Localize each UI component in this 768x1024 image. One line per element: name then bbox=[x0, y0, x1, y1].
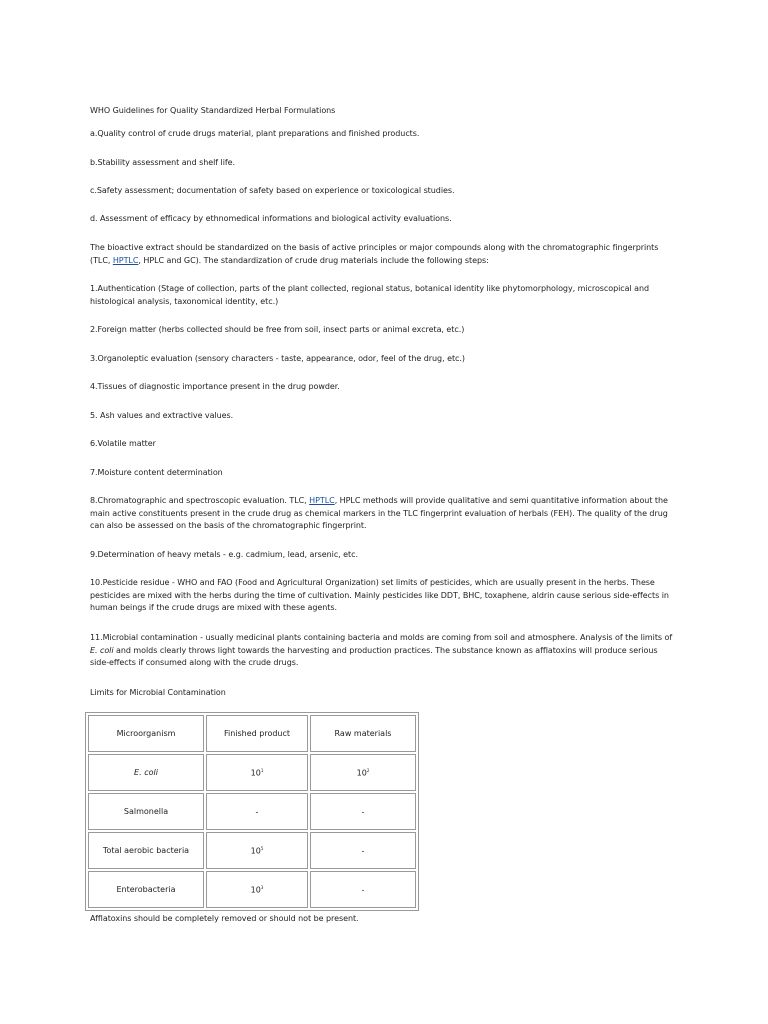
step-9: 9.Determination of heavy metals - e.g. cadmium, lead, arsenic, etc. bbox=[90, 550, 358, 559]
header-raw-materials: Raw materials bbox=[310, 715, 416, 752]
point-b: b.Stability assessment and shelf life. bbox=[90, 158, 236, 167]
raw-exponent: 2 bbox=[366, 767, 370, 773]
finished-exponent: 3 bbox=[260, 884, 264, 890]
doc-title: WHO Guidelines for Quality Standardized Herbal Formulations bbox=[90, 106, 336, 115]
header-finished-product: Finished product bbox=[206, 715, 308, 752]
raw-value: - bbox=[361, 807, 365, 817]
step-11-text-2: and molds clearly throws light towards the harvesting and production practices. The substance known as afflatoxins will produce serious side-effects if consumed along with the crude drugs. bbox=[90, 645, 658, 667]
point-a: a.Quality control of crude drugs material, plant preparations and finished products. bbox=[90, 129, 420, 138]
step-11 bbox=[90, 632, 675, 670]
organism-cell: Enterobacteria bbox=[88, 871, 204, 908]
point-c: c.Safety assessment; documentation of safety based on experience or toxicological studies. bbox=[90, 186, 455, 195]
step-1: 1.Authentication (Stage of collection, parts of the plant collected, regional status, botanical identity like phytomorphology, microscopical and histological analysis, taxonomical identity, etc.) bbox=[90, 284, 650, 306]
raw-value: - bbox=[361, 885, 365, 895]
finished-value: 10 bbox=[250, 768, 261, 778]
table-header-row bbox=[88, 715, 416, 752]
finished-value: 10 bbox=[250, 846, 261, 856]
step-11-text-1: 11.Microbial contamination - usually medicinal plants containing bacteria and molds are coming from soil and atmosphere. Analysis of the limits of bbox=[90, 633, 673, 642]
organism-cell: E. coli bbox=[88, 754, 204, 791]
bioactive-text-2: , HPLC and GC). The standardization of crude drug materials include the following steps: bbox=[138, 255, 489, 265]
footer-note: Afflatoxins should be completely removed or should not be present. bbox=[90, 914, 359, 923]
step-8-text-1: 8.Chromatographic and spectroscopic evaluation. TLC, bbox=[90, 496, 310, 505]
point-d: d. Assessment of efficacy by ethnomedical informations and biological activity evaluations. bbox=[90, 214, 452, 223]
raw-cell bbox=[310, 793, 416, 830]
table-row bbox=[88, 832, 416, 869]
bioactive-paragraph bbox=[90, 242, 675, 267]
organism-cell: Salmonella bbox=[88, 793, 204, 830]
e-coli-italic: E. coli bbox=[90, 645, 114, 655]
raw-cell bbox=[310, 754, 416, 791]
microbial-limits-table bbox=[85, 712, 419, 911]
finished-exponent: 5 bbox=[260, 845, 264, 851]
raw-value: 10 bbox=[356, 768, 367, 778]
hptlc-link-2[interactable]: HPTLC bbox=[309, 496, 335, 505]
table-row bbox=[88, 793, 416, 830]
table-title: Limits for Microbial Contamination bbox=[90, 688, 226, 697]
finished-cell bbox=[206, 754, 308, 791]
raw-cell bbox=[310, 832, 416, 869]
table-row bbox=[88, 871, 416, 908]
header-microorganism: Microorganism bbox=[88, 715, 204, 752]
step-5: 5. Ash values and extractive values. bbox=[90, 411, 234, 420]
finished-cell bbox=[206, 871, 308, 908]
step-10: 10.Pesticide residue - WHO and FAO (Food and Agricultural Organization) set limits of pesticides, which are usually present in the herbs. These pesticides are mixed with the herbs during the time of cultivation. Mainly pesticides like DDT, BHC, toxaphene, aldrin cause serious side-effects in human beings if the crude drugs are mixed with these agents. bbox=[90, 578, 669, 612]
step-7: 7.Moisture content determination bbox=[90, 468, 223, 477]
hptlc-link[interactable]: HPTLC bbox=[112, 255, 139, 265]
step-6: 6.Volatile matter bbox=[90, 439, 156, 448]
raw-cell bbox=[310, 871, 416, 908]
step-4: 4.Tissues of diagnostic importance present in the drug powder. bbox=[90, 382, 340, 391]
table-row bbox=[88, 754, 416, 791]
step-2: 2.Foreign matter (herbs collected should be free from soil, insect parts or animal excreta, etc.) bbox=[90, 325, 465, 334]
raw-value: - bbox=[361, 846, 365, 856]
finished-cell bbox=[206, 832, 308, 869]
finished-value: 10 bbox=[250, 885, 261, 895]
finished-cell bbox=[206, 793, 308, 830]
finished-value: - bbox=[255, 807, 259, 817]
step-3: 3.Organoleptic evaluation (sensory characters - taste, appearance, odor, feel of the drug, etc.) bbox=[90, 354, 465, 363]
step-8 bbox=[90, 495, 675, 533]
finished-exponent: 1 bbox=[260, 767, 264, 773]
step-8-text-2: , HPLC methods will provide qualitative and semi quantitative information about the main active constituents present in the crude drug as chemical markers in the TLC fingerprint evaluation of herbals (FEH). The quality of the drug can also be assessed on the basis of the chromatographic fingerprint. bbox=[90, 496, 668, 530]
bioactive-text-1: The bioactive extract should be standardized on the basis of active principles or major compounds along with the chromatographic fingerprints (TLC, bbox=[90, 243, 659, 265]
organism-cell: Total aerobic bacteria bbox=[88, 832, 204, 869]
